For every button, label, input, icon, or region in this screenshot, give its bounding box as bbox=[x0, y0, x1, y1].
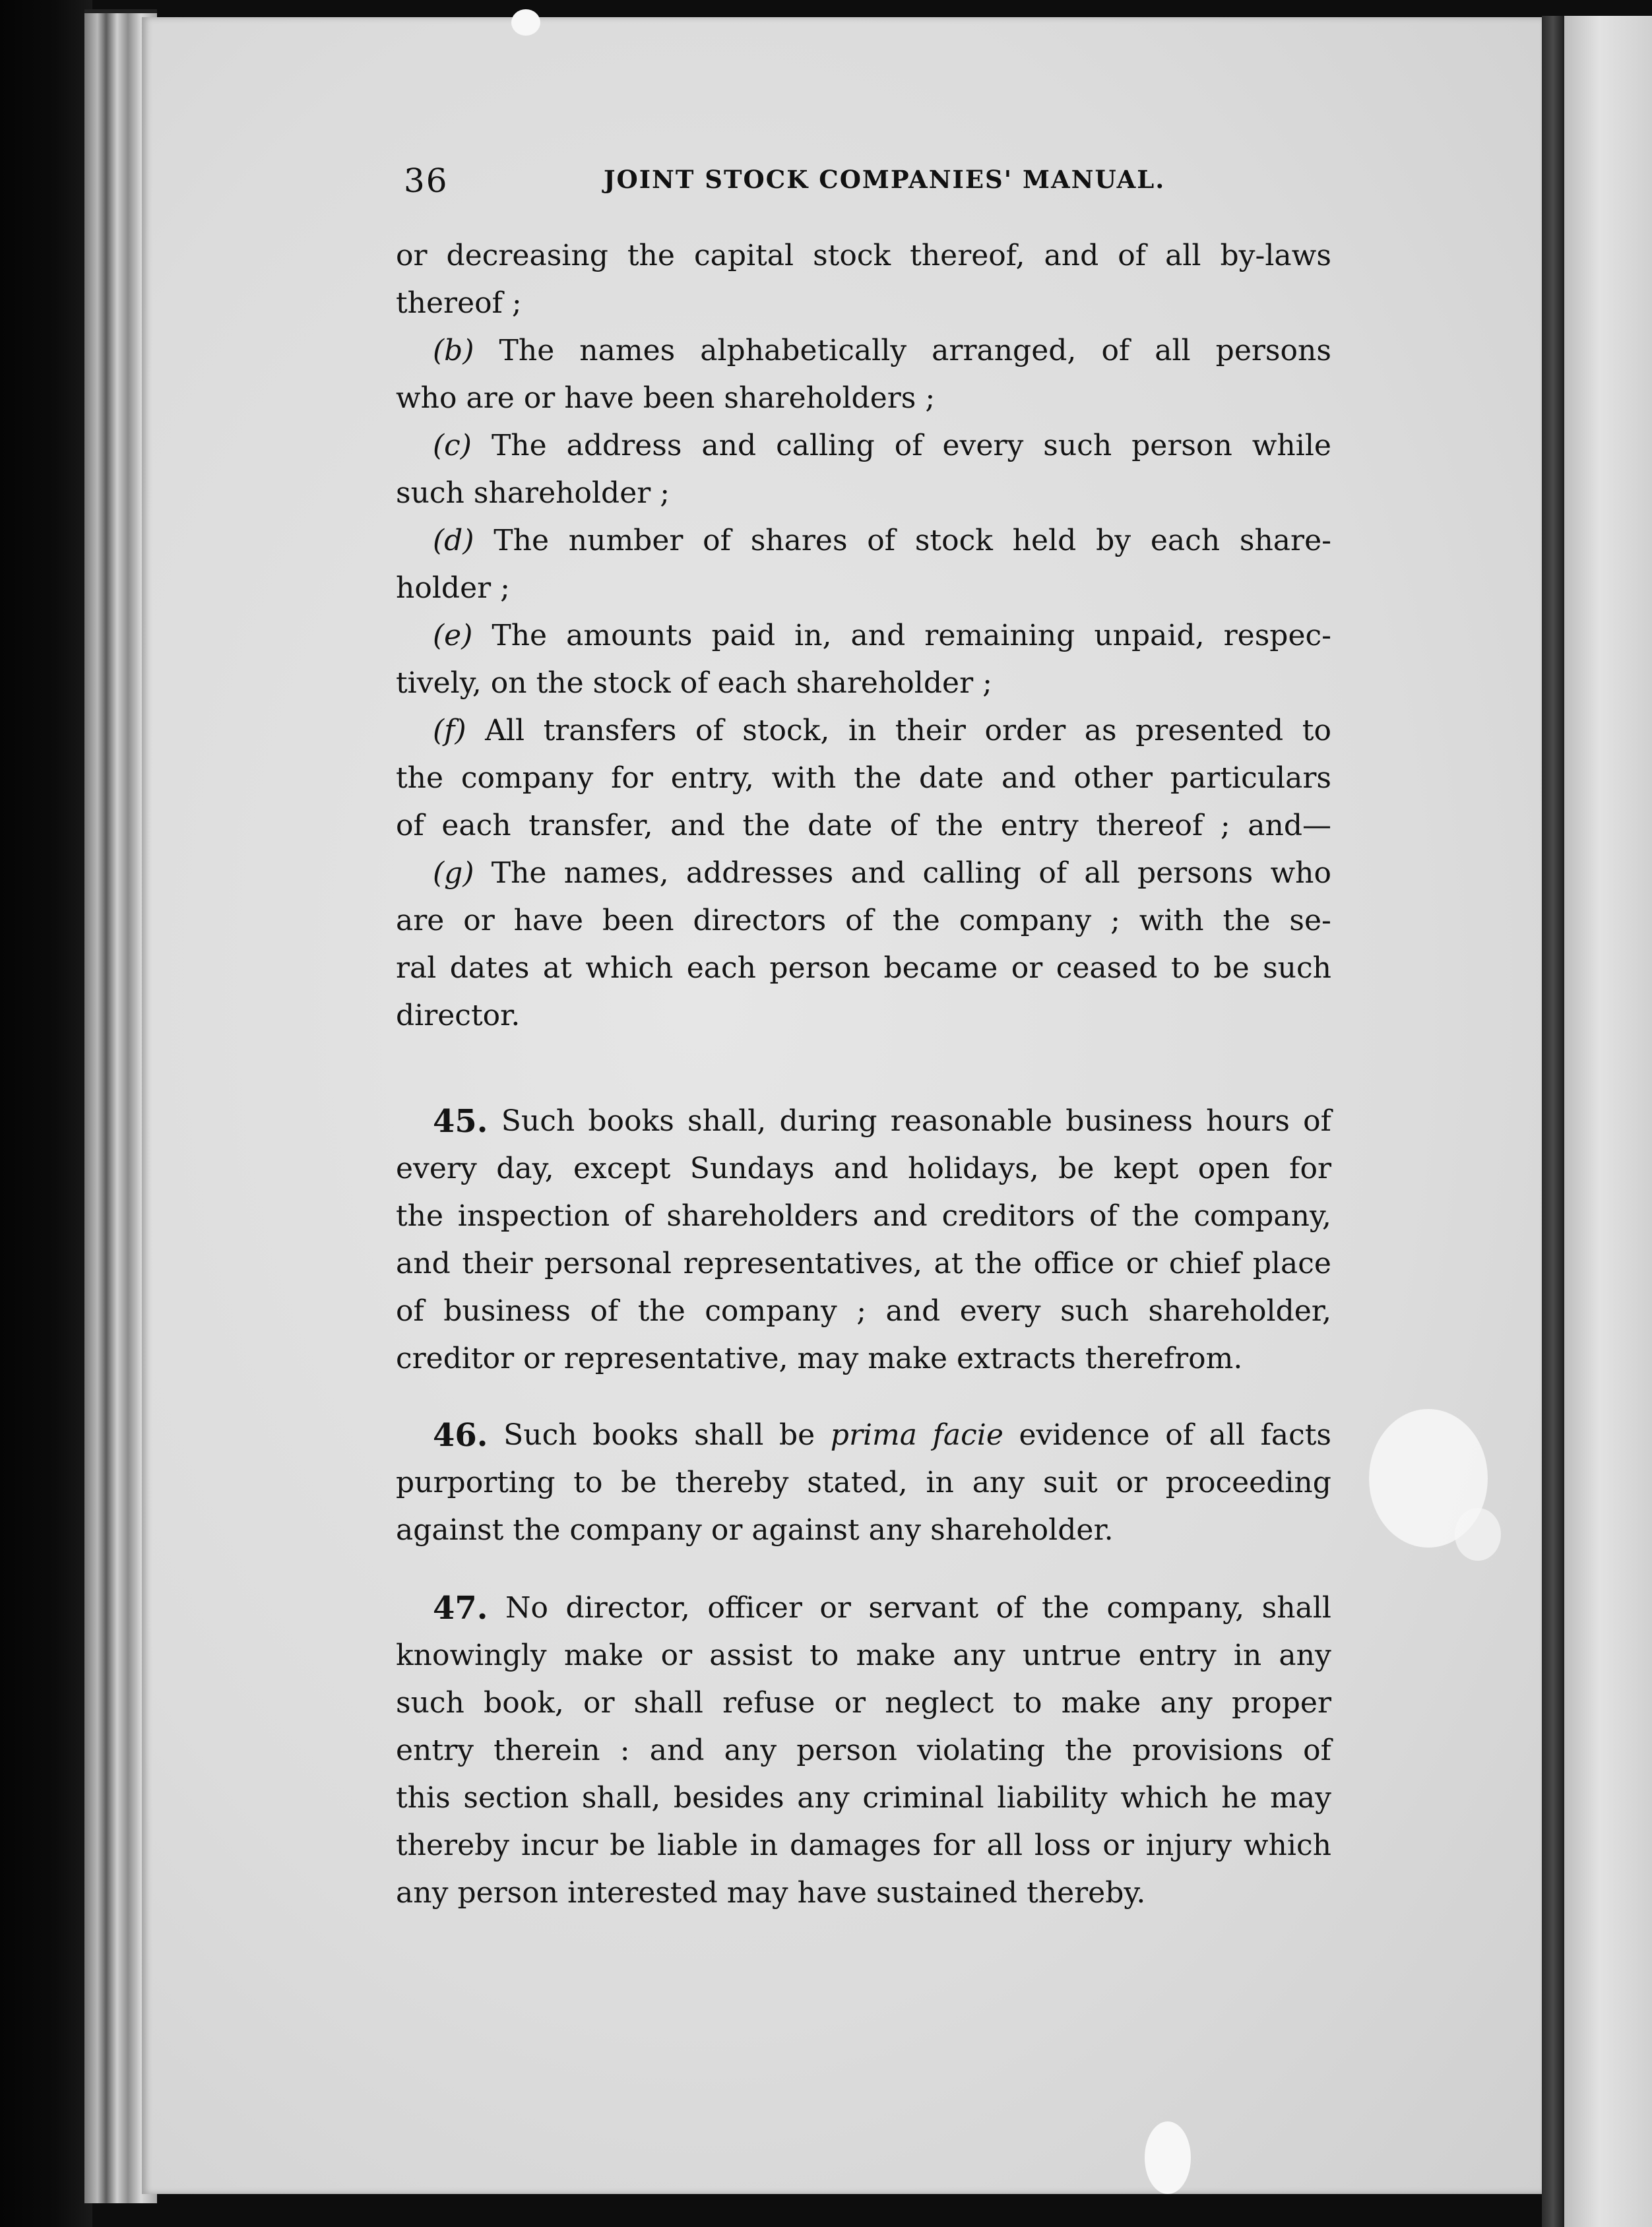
text-line: against the company or against any shareholder. bbox=[396, 1513, 1114, 1547]
text-line: such book, or shall refuse or neglect to make any proper bbox=[396, 1686, 1331, 1720]
text-line: are or have been directors of the company ; with the se- bbox=[396, 904, 1331, 937]
list-item-e: (e) The amounts paid in, and remaining unpaid, respec- bbox=[433, 619, 1331, 652]
text-line: tively, on the stock of each shareholder ; bbox=[396, 666, 992, 700]
section-46-first-line: 46. Such books shall be prima facie evidence of all facts bbox=[433, 1417, 1331, 1454]
text-line: who are or have been shareholders ; bbox=[396, 381, 936, 415]
text-line: of business of the company ; and every such shareholder, bbox=[396, 1294, 1331, 1328]
scan-blemish bbox=[511, 9, 540, 36]
text-line: creditor or representative, may make extracts therefrom. bbox=[396, 1342, 1243, 1375]
schedule-list bbox=[396, 232, 1331, 1040]
text-line: the company for entry, with the date and other particulars bbox=[396, 761, 1331, 795]
text-line: and their personal representatives, at the office or chief place bbox=[396, 1247, 1331, 1280]
scan-left-edge bbox=[0, 0, 92, 2227]
text-line: thereby incur be liable in damages for all loss or injury which bbox=[396, 1829, 1331, 1862]
list-item-f: (f) All transfers of stock, in their order as presented to bbox=[433, 714, 1331, 747]
text-line: every day, except Sundays and holidays, be kept open for bbox=[396, 1152, 1331, 1185]
text-line: of each transfer, and the date of the entry thereof ; and— bbox=[396, 809, 1331, 842]
scan-blemish bbox=[1145, 2121, 1191, 2194]
list-item-d: (d) The number of shares of stock held by each share- bbox=[433, 524, 1331, 557]
section-45 bbox=[396, 1098, 1331, 1383]
section-47 bbox=[396, 1584, 1331, 1917]
text-line: knowingly make or assist to make any untrue entry in any bbox=[396, 1639, 1331, 1672]
list-item-c: (c) The address and calling of every such person while bbox=[433, 429, 1331, 462]
text-line: this section shall, besides any criminal liability which he may bbox=[396, 1781, 1331, 1815]
text-line: any person interested may have sustained thereby. bbox=[396, 1876, 1146, 1910]
running-title: JOINT STOCK COMPANIES' MANUAL. bbox=[604, 165, 1166, 194]
section-46 bbox=[396, 1412, 1331, 1554]
page-number: 36 bbox=[404, 162, 449, 200]
scan-blemish bbox=[1455, 1508, 1501, 1561]
text-line: entry therein : and any person violating the provisions of bbox=[396, 1734, 1331, 1767]
list-item-b: (b) The names alphabetically arranged, of all persons bbox=[433, 334, 1331, 367]
section-47-first-line: 47. No director, officer or servant of the company, shall bbox=[433, 1590, 1331, 1627]
text-line: or decreasing the capital stock thereof, and of all by-laws bbox=[396, 239, 1331, 272]
text-line: thereof ; bbox=[396, 286, 522, 320]
text-line: director. bbox=[396, 999, 521, 1032]
text-line: the inspection of shareholders and creditors of the company, bbox=[396, 1199, 1331, 1233]
facing-page-edge bbox=[1564, 16, 1652, 2227]
text-line: ral dates at which each person became or ceased to be such bbox=[396, 951, 1331, 985]
text-line: such shareholder ; bbox=[396, 476, 670, 510]
binding-gutter bbox=[1542, 16, 1564, 2227]
text-line: holder ; bbox=[396, 571, 510, 605]
list-item-g: (g) The names, addresses and calling of all persons who bbox=[433, 856, 1331, 890]
text-line: purporting to be thereby stated, in any suit or proceeding bbox=[396, 1466, 1331, 1499]
section-45-first-line: 45. Such books shall, during reasonable business hours of bbox=[433, 1103, 1331, 1140]
